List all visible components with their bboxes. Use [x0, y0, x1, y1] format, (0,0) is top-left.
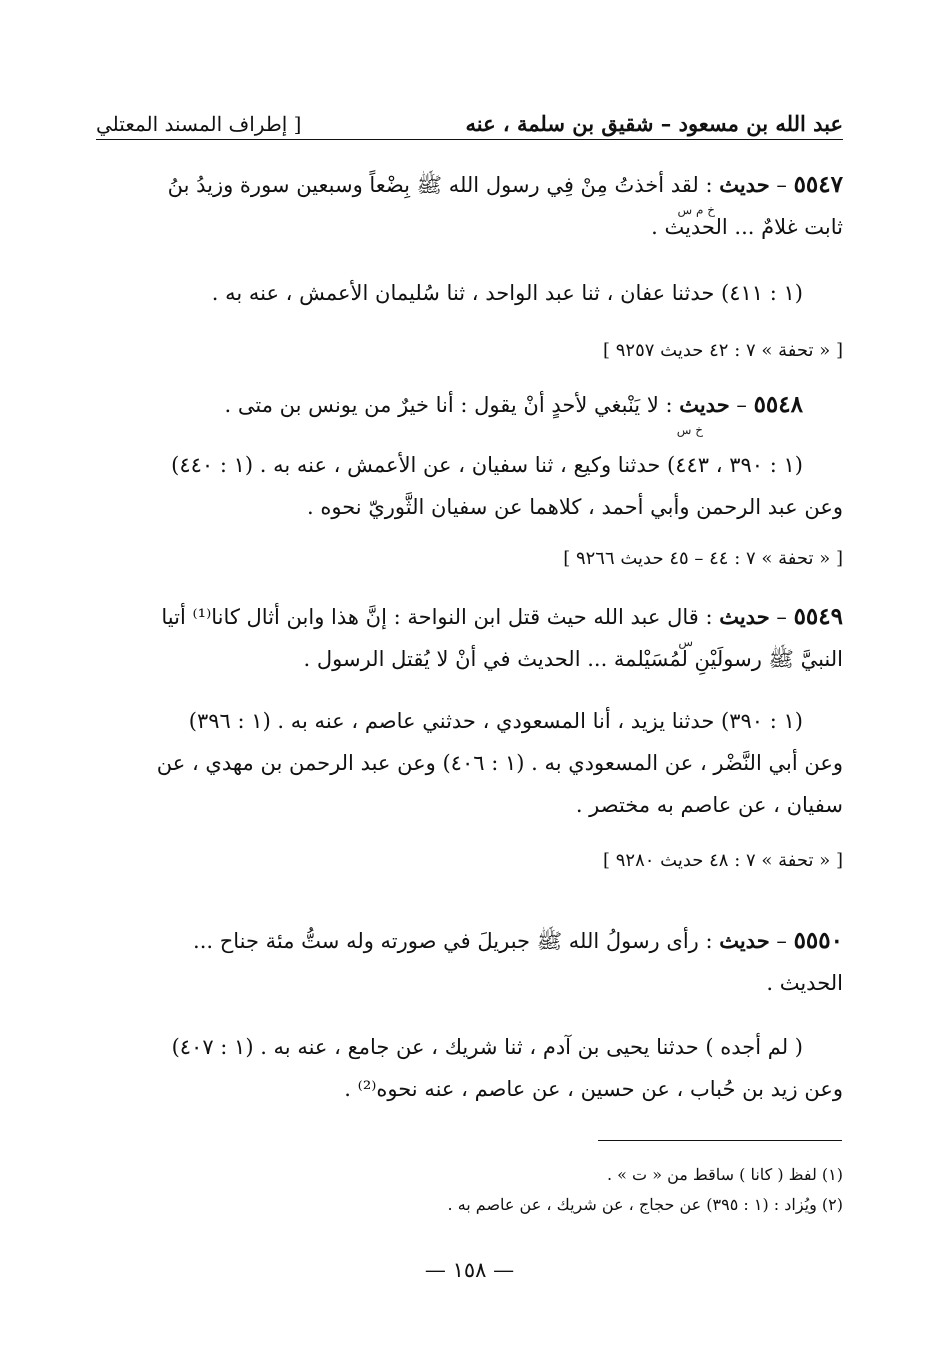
tuhfa-reference: [ « تحفة » ٧ : ٤٢ حديث ٩٢٥٧ ]: [603, 340, 843, 361]
hadith-text: : رأى رسولُ الله ﷺ جبريلَ في صورته وله ستُّ مئة جناح ...: [193, 929, 720, 953]
hadith-text: : لا يَنْبغي لأحدٍ أنْ يقول : أنا خيرٌ من يونس بن متى .: [224, 393, 680, 417]
isnad-line: سفيان ، عن عاصم به مختصر .: [575, 793, 843, 817]
isnad-5549: [96, 700, 843, 826]
hadith-label: حديث: [679, 392, 730, 417]
hadith-entry-5550: [96, 920, 843, 1004]
hadith-entry-5547: [96, 164, 843, 248]
hadith-label: حديث: [719, 172, 770, 197]
hadith-number: ٥٥٤٧: [793, 171, 843, 198]
hadith-text-line: ثابت غلامٌ ... الحديث .: [651, 215, 843, 239]
isnad-line: وعن زيد بن حُباب ، عن حسين ، عن عاصم ، عنه نحوه⁽²⁾ .: [344, 1077, 843, 1101]
hadith-text-line: الحديث .: [766, 971, 843, 995]
hadith-number: ٥٥٤٨: [753, 391, 803, 418]
hadith-text-line: النبيَّ ﷺ رسولَيْنِ لمُسَيْلمة ... الحديث في أنْ لا يُقتل الرسول .: [303, 647, 843, 671]
book-title: [ إطراف المسند المعتلي: [96, 112, 302, 136]
sigla-marks: خ م س: [677, 203, 715, 217]
isnad-line: ( لم أجده ) حدثنا يحيى بن آدم ، ثنا شريك ، عن جامع ، عنه به . (١ : ٤٠٧): [171, 1035, 803, 1059]
hadith-text-line: ٥٥٤٨ – حديث : لا يَنْبغي لأحدٍ أنْ يقول : أنا خيرٌ من يونس بن متى .: [224, 391, 803, 418]
footnote-divider: [598, 1140, 842, 1141]
isnad-5547: [96, 272, 843, 314]
hadith-label: حديث: [719, 604, 770, 629]
sigla-marks: س: [678, 635, 693, 649]
isnad-line: وعن عبد الرحمن وأبي أحمد ، كلاهما عن سفيان الثَّوريّ نحوه .: [307, 495, 843, 519]
isnad-line: (١ : ٣٩٠ ، ٤٤٣) حدثنا وكيع ، ثنا سفيان ، عن الأعمش ، عنه به . (١ : ٤٤٠): [171, 453, 803, 477]
hadith-number: ٥٥٥٠: [793, 927, 843, 954]
header-divider: [96, 139, 843, 140]
tuhfa-ref-5548: [96, 544, 843, 574]
isnad-5550: [96, 1026, 843, 1110]
hadith-text-line: ٥٥٥٠ – حديث : رأى رسولُ الله ﷺ جبريلَ في صورته وله ستُّ مئة جناح ...: [193, 927, 843, 954]
tuhfa-ref-5547: [96, 336, 843, 366]
isnad-5548: [96, 444, 843, 528]
hadith-text-line: ٥٥٤٧ – حديث : لقد أخذتُ مِنْ فِي رسول الله ﷺ بِضْعاً وسبعين سورة وزيدُ بنُ: [167, 171, 843, 198]
hadith-text: : لقد أخذتُ مِنْ فِي رسول الله ﷺ بِضْعاً وسبعين سورة وزيدُ بنُ: [167, 173, 720, 197]
isnad-line: (١ : ٣٩٠) حدثنا يزيد ، أنا المسعودي ، حدثني عاصم ، عنه به . (١ : ٣٩٦): [188, 709, 803, 733]
hadith-entry-5549: [96, 596, 843, 680]
tuhfa-reference: [ « تحفة » ٧ : ٤٨ حديث ٩٢٨٠ ]: [603, 850, 843, 871]
tuhfa-reference: [ « تحفة » ٧ : ٤٤ – ٤٥ حديث ٩٢٦٦ ]: [563, 548, 843, 569]
footnotes: [96, 1160, 843, 1220]
footnote-2: (٢) ويُزاد : (١ : ٣٩٥) عن حجاج ، عن شريك ، عن عاصم به .: [447, 1195, 843, 1214]
page-number: — ١٥٨ —: [424, 1258, 515, 1282]
hadith-number: ٥٥٤٩: [793, 603, 843, 630]
hadith-text-line: ٥٥٤٩ – حديث : قال عبد الله حيث قتل ابن النواحة : إنَّ هذا وابن أثال كانا⁽¹⁾ أتيا: [161, 603, 843, 630]
hadith-label: حديث: [719, 928, 770, 953]
hadith-text: : قال عبد الله حيث قتل ابن النواحة : إنَّ هذا وابن أثال كانا⁽¹⁾ أتيا: [161, 605, 720, 629]
running-title: عبد الله بن مسعود – شقيق بن سلمة ، عنه: [465, 111, 843, 136]
running-header: [96, 100, 843, 136]
tuhfa-ref-5549: [96, 846, 843, 876]
footnote-1: (١) لفظ ( كانا ) ساقط من « ت » .: [607, 1165, 843, 1184]
isnad-line: (١ : ٤١١) حدثنا عفان ، ثنا عبد الواحد ، ثنا سُليمان الأعمش ، عنه به .: [211, 281, 803, 305]
hadith-entry-5548: [96, 384, 843, 437]
sigla-marks: خ س: [676, 423, 703, 437]
isnad-line: وعن أبي النَّضْر ، عن المسعودي به . (١ : ٤٠٦) وعن عبد الرحمن بن مهدي ، عن: [156, 751, 843, 775]
